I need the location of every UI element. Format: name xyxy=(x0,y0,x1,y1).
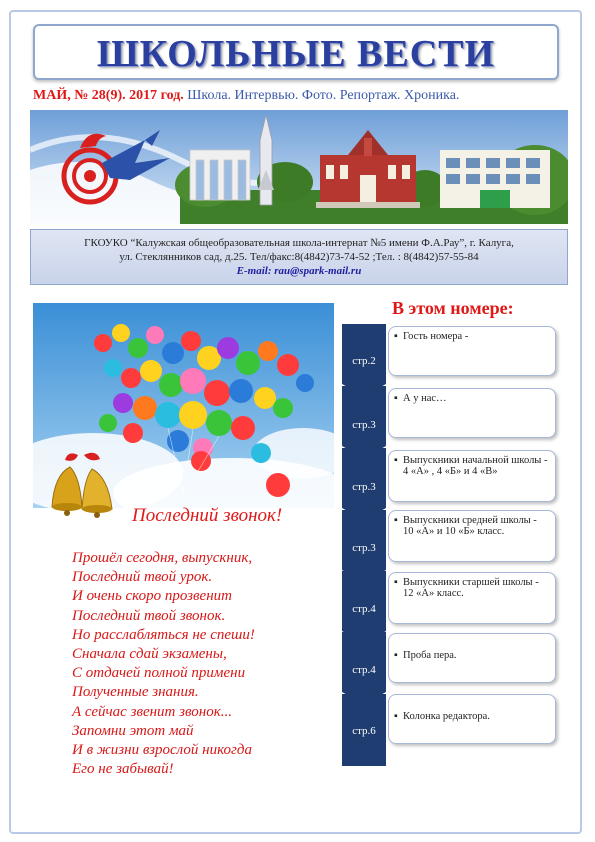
toc-page-1: стр.2 xyxy=(352,355,376,367)
school-address: ул. Стеклянников сад, д.25. Тел/факс:8(4842)73-74-52 ;Тел. : 8(4842)57-55-84 xyxy=(119,251,479,263)
poem-line: Запомни этот май xyxy=(72,722,194,739)
masthead xyxy=(33,24,559,80)
toc-item-2[interactable]: ▪ А у нас… xyxy=(388,388,556,438)
bells-icon xyxy=(40,445,125,535)
poem-line: И в жизни взрослой никогда xyxy=(72,742,252,759)
toc-item-3[interactable]: ▪ Выпускники начальной школы - 4 «А» , 4 «Б» и 4 «В» xyxy=(388,450,556,502)
toc-item-text: Колонка редактора. xyxy=(403,711,490,722)
toc-item-4[interactable]: ▪ Выпускники средней школы - 10 «А» и 10 «Б» класс. xyxy=(388,510,556,562)
poem-line: Полученные знания. xyxy=(72,684,199,701)
toc-item-6[interactable]: ▪ Проба пера. xyxy=(388,633,556,683)
toc-page-7: стр.6 xyxy=(352,725,376,737)
toc-item-1[interactable]: ▪ Гость номера - xyxy=(388,326,556,376)
issue-topics: Школа. Интервью. Фото. Репортаж. Хроника. xyxy=(187,88,460,103)
toc-item-7[interactable]: ▪ Колонка редактора. xyxy=(388,694,556,744)
poem-line: Прошёл сегодня, выпускник, xyxy=(72,550,253,566)
toc-page-2: стр.3 xyxy=(352,419,376,431)
poem-line: Сначала сдай экзамены, xyxy=(72,646,227,663)
issue-label: МАЙ, № 28(9). 2017 год. xyxy=(33,88,184,103)
school-info-box xyxy=(30,229,568,285)
newspaper-title: ШКОЛЬНЫЕ ВЕСТИ xyxy=(96,33,496,75)
toc-page-3: стр.3 xyxy=(352,481,376,493)
bird-logo-icon xyxy=(50,118,180,218)
school-email: E-mail: rau@spark-mail.ru xyxy=(236,265,362,277)
toc-item-text: Выпускники начальной школы - 4 «А» , 4 «Б» и 4 «В» xyxy=(403,455,548,477)
poem-body xyxy=(72,549,255,779)
poem-title: Последний звонок! xyxy=(132,505,283,526)
school-name: ГКОУКО “Калужская общеобразовательная школа-интернат №5 имени Ф.А.Рау”, г. Калуга, xyxy=(84,237,514,249)
poem-line: И очень скоро прозвенит xyxy=(72,588,232,605)
toc-item-text: Проба пера. xyxy=(403,650,457,661)
toc-item-text: Гость номера - xyxy=(403,331,469,342)
header-banner xyxy=(30,110,568,224)
toc-item-text: А у нас… xyxy=(403,393,447,404)
poem-line: А сейчас звенит звонок... xyxy=(72,703,233,720)
toc-item-5[interactable]: ▪ Выпускники старшей школы - 12 «А» класс. xyxy=(388,572,556,624)
toc-page-5: стр.4 xyxy=(352,603,376,615)
toc-page-4: стр.3 xyxy=(352,542,376,554)
poem-line: Последний твой урок. xyxy=(72,569,213,586)
toc-title: В этом номере: xyxy=(392,298,514,318)
issue-line xyxy=(33,88,459,104)
poem-line: С отдачей полной примени xyxy=(72,665,246,682)
toc-item-text: Выпускники старшей школы - 12 «А» класс. xyxy=(403,577,539,599)
poem-line: Его не забывай! xyxy=(72,761,174,778)
poem-line: Но расслабляться не спеши! xyxy=(72,626,255,643)
poem-line: Последний твой звонок. xyxy=(72,607,226,624)
toc-page-6: стр.4 xyxy=(352,664,376,676)
toc-item-text: Выпускники средней школы - 10 «А» и 10 «Б» класс. xyxy=(403,515,537,537)
